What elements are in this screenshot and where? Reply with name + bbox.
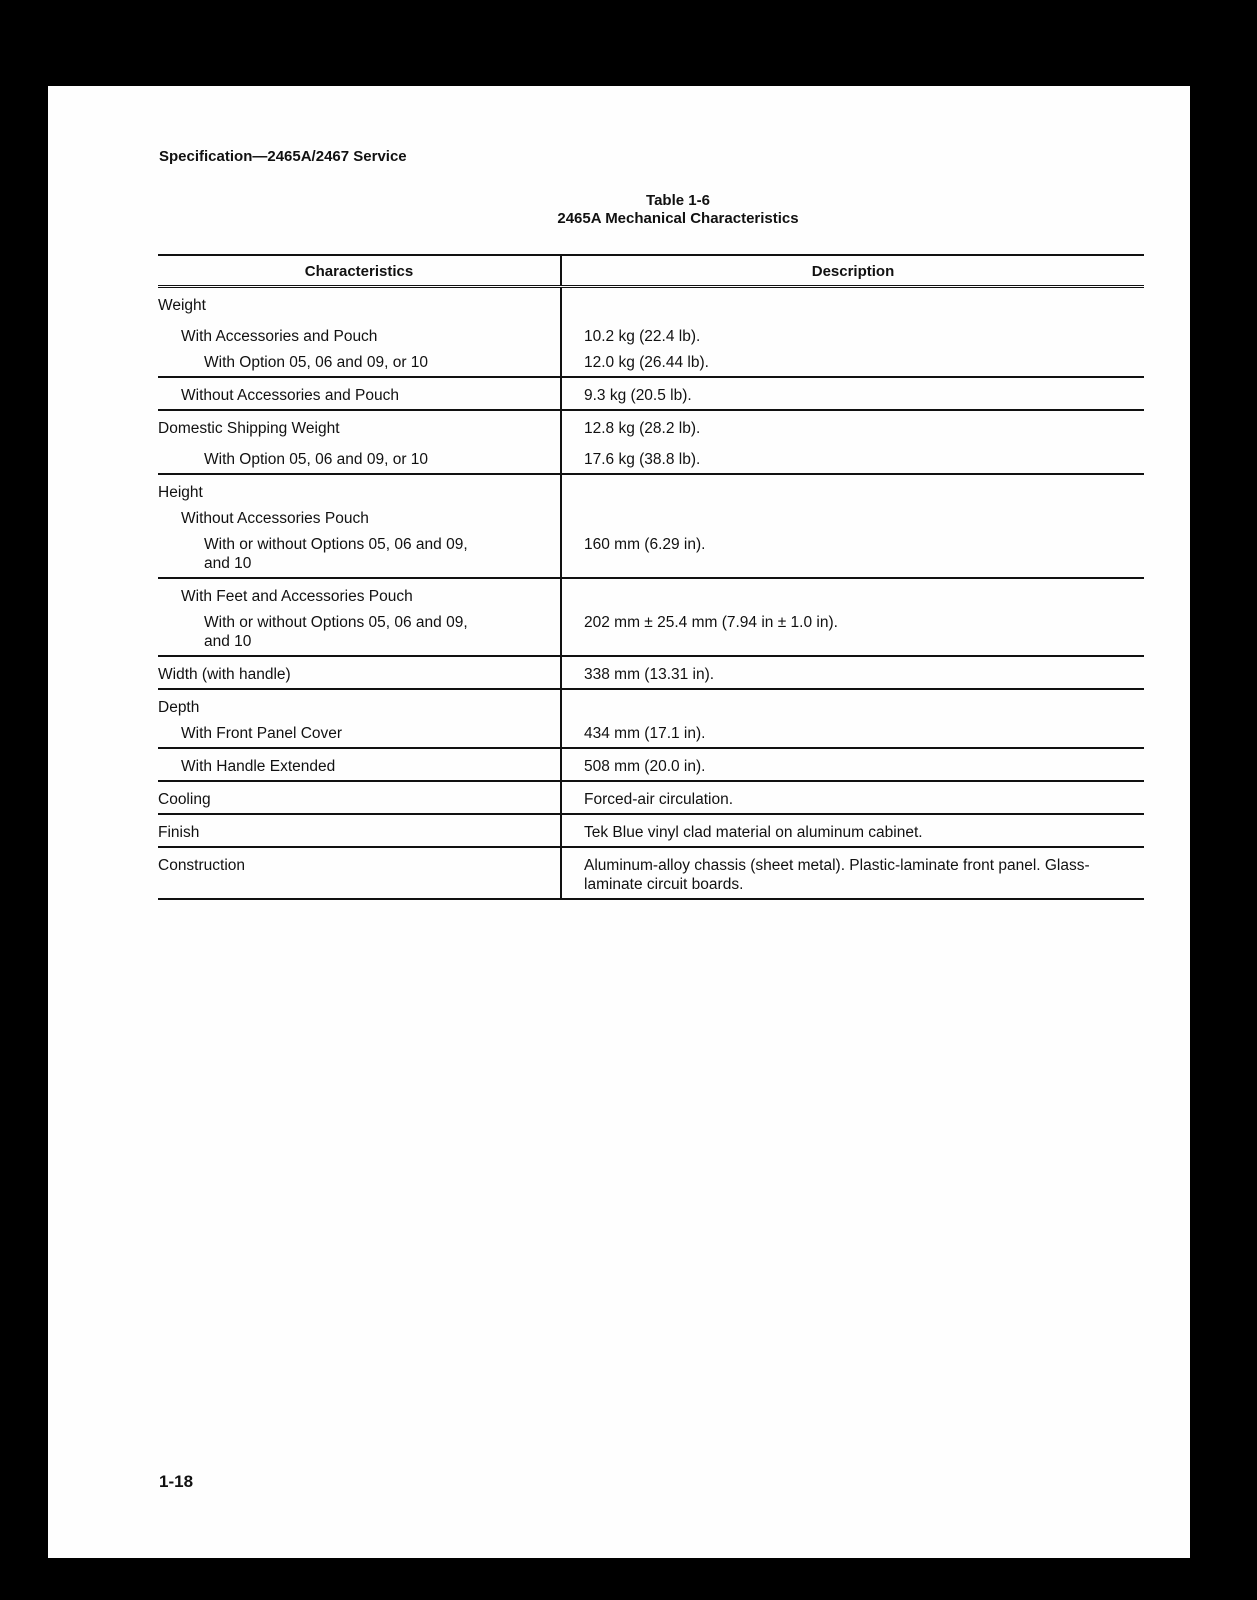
table-row — [158, 721, 1144, 748]
row-description: 12.0 kg (26.44 lb). — [561, 350, 1144, 377]
row-characteristic: Weight — [158, 297, 206, 314]
table-row — [158, 506, 1144, 532]
table-row — [158, 287, 1144, 320]
page-number: 1-18 — [159, 1472, 194, 1491]
row-description — [561, 578, 1144, 610]
row-description: 10.2 kg (22.4 lb). — [584, 328, 701, 345]
table-row — [158, 319, 1144, 350]
row-description: 160 mm (6.29 in). — [561, 532, 1144, 578]
row-characteristic: With or without Options 05, 06 and 09, and 10 — [204, 614, 468, 650]
table-row — [158, 532, 1144, 578]
running-head: Specification—2465A/2467 Service — [159, 148, 407, 165]
table-title: 2465A Mechanical Characteristics — [557, 210, 799, 227]
table-row — [158, 689, 1144, 721]
table-row — [158, 578, 1144, 610]
table-row — [158, 656, 1144, 689]
row-characteristic: With Option 05, 06 and 09, or 10 — [204, 354, 429, 371]
row-description: 434 mm (17.1 in). — [561, 721, 1144, 748]
row-characteristic: With Accessories and Pouch — [181, 328, 378, 345]
table-row — [158, 814, 1144, 847]
mechanical-characteristics-table — [158, 254, 1144, 900]
row-characteristic: With or without Options 05, 06 and 09, and 10 — [204, 536, 468, 572]
header-description: Description — [561, 255, 1144, 287]
row-characteristic: Finish — [158, 824, 200, 841]
row-description — [561, 506, 1144, 532]
row-characteristic: Width (with handle) — [158, 666, 291, 683]
row-characteristic: Without Accessories and Pouch — [181, 387, 399, 404]
row-characteristic: Cooling — [158, 791, 211, 808]
row-description — [561, 474, 1144, 506]
row-description: Tek Blue vinyl clad material on aluminum cabinet. — [561, 814, 1144, 847]
row-description: 12.8 kg (28.2 lb). — [584, 420, 701, 437]
document-page — [48, 86, 1190, 1558]
row-characteristic: With Handle Extended — [181, 758, 336, 775]
row-description: 9.3 kg (20.5 lb). — [561, 377, 1144, 410]
header-characteristics: Characteristics — [158, 255, 561, 287]
table-row — [158, 474, 1144, 506]
table-row — [158, 350, 1144, 377]
row-description — [561, 287, 1144, 320]
row-description: 17.6 kg (38.8 lb). — [561, 442, 1144, 474]
row-characteristic: Domestic Shipping Weight — [158, 420, 340, 437]
row-characteristic: Without Accessories Pouch — [181, 510, 369, 527]
table-row — [158, 781, 1144, 814]
table-row — [158, 610, 1144, 656]
table-row — [158, 748, 1144, 781]
row-description: 338 mm (13.31 in). — [561, 656, 1144, 689]
table-number: Table 1-6 — [646, 192, 710, 209]
row-characteristic: Height — [158, 484, 203, 501]
row-characteristic: With Option 05, 06 and 09, or 10 — [204, 451, 429, 468]
table-row — [158, 377, 1144, 410]
row-description: Aluminum-alloy chassis (sheet metal). Plastic-laminate front panel. Glass-laminate circuit boards. — [561, 847, 1144, 899]
row-characteristic: With Front Panel Cover — [181, 725, 343, 742]
row-characteristic: Depth — [158, 699, 200, 716]
table-header-row — [158, 255, 1144, 287]
row-description: 508 mm (20.0 in). — [561, 748, 1144, 781]
row-description: 202 mm ± 25.4 mm (7.94 in ± 1.0 in). — [561, 610, 1144, 656]
table-row — [158, 847, 1144, 899]
row-description: Forced-air circulation. — [561, 781, 1144, 814]
table-caption — [428, 192, 928, 228]
table-row — [158, 442, 1144, 474]
row-characteristic: With Feet and Accessories Pouch — [181, 588, 413, 605]
table-row — [158, 410, 1144, 442]
row-description — [561, 689, 1144, 721]
row-characteristic: Construction — [158, 857, 246, 874]
